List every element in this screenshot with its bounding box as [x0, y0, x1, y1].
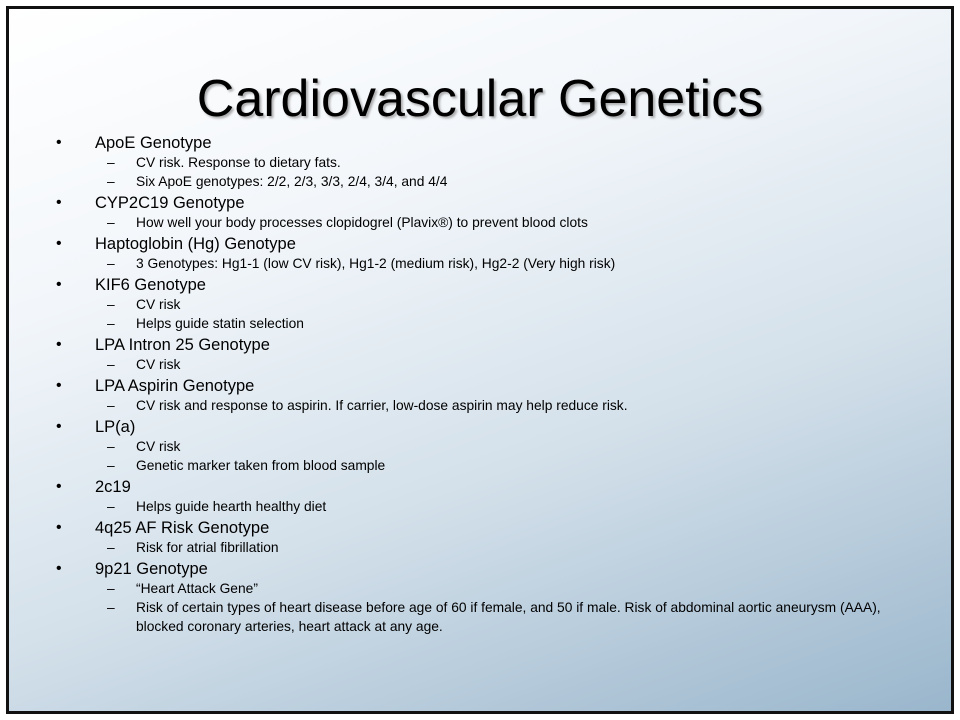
item-label: LP(a) — [95, 418, 136, 436]
sub-item — [9, 314, 951, 333]
list-item — [9, 133, 951, 191]
list-item — [9, 417, 951, 475]
item-label: 4q25 AF Risk Genotype — [95, 519, 270, 537]
item-label: ApoE Genotype — [95, 134, 212, 152]
sub-item — [9, 172, 951, 191]
item-label: LPA Aspirin Genotype — [95, 377, 255, 395]
sub-item-label: CV risk. Response to dietary fats. — [136, 155, 341, 170]
item-label: 2c19 — [95, 478, 131, 496]
bullet-icon: • — [56, 478, 62, 495]
item-label: Haptoglobin (Hg) Genotype — [95, 235, 296, 253]
list-item — [9, 376, 951, 415]
sub-item — [9, 598, 951, 636]
sub-item-label: Helps guide statin selection — [136, 316, 304, 331]
dash-icon: – — [107, 458, 115, 473]
list-item — [9, 559, 951, 636]
sub-item — [9, 456, 951, 475]
sub-item — [9, 213, 951, 232]
sub-item-label: CV risk and response to aspirin. If carrier, low-dose aspirin may help reduce risk. — [136, 398, 628, 413]
dash-icon: – — [107, 581, 115, 596]
sub-item-label: “Heart Attack Gene” — [136, 581, 258, 596]
bullet-icon: • — [56, 235, 62, 252]
bullet-list — [9, 131, 951, 636]
dash-icon: – — [107, 357, 115, 372]
dash-icon: – — [107, 215, 115, 230]
list-item — [9, 518, 951, 557]
sub-item — [9, 153, 951, 172]
sub-item-label: Risk for atrial fibrillation — [136, 540, 279, 555]
dash-icon: – — [107, 297, 115, 312]
sub-item-label: CV risk — [136, 357, 181, 372]
dash-icon: – — [107, 155, 115, 170]
bullet-icon: • — [56, 194, 62, 211]
list-item — [9, 275, 951, 333]
bullet-icon: • — [56, 418, 62, 435]
sub-item — [9, 579, 951, 598]
list-item — [9, 477, 951, 516]
sub-item-label: CV risk — [136, 297, 181, 312]
sub-item-label: How well your body processes clopidogrel (Plavix®) to prevent blood clots — [136, 215, 588, 230]
sub-item-label: Genetic marker taken from blood sample — [136, 458, 386, 473]
sub-item — [9, 497, 951, 516]
dash-icon: – — [107, 256, 115, 271]
list-item — [9, 335, 951, 374]
dash-icon: – — [107, 316, 115, 331]
list-item — [9, 193, 951, 232]
dash-icon: – — [107, 398, 115, 413]
sub-item — [9, 437, 951, 456]
bullet-icon: • — [56, 519, 62, 536]
bullet-icon: • — [56, 560, 62, 577]
sub-item — [9, 538, 951, 557]
slide — [6, 6, 954, 714]
dash-icon: – — [107, 600, 115, 615]
sub-item-label: CV risk — [136, 439, 181, 454]
sub-item — [9, 355, 951, 374]
item-label: CYP2C19 Genotype — [95, 194, 245, 212]
sub-item-label: Helps guide hearth healthy diet — [136, 499, 327, 514]
bullet-icon: • — [56, 336, 62, 353]
dash-icon: – — [107, 174, 115, 189]
bullet-icon: • — [56, 134, 62, 151]
item-label: 9p21 Genotype — [95, 560, 208, 578]
item-label: KIF6 Genotype — [95, 276, 206, 294]
dash-icon: – — [107, 439, 115, 454]
bullet-icon: • — [56, 276, 62, 293]
sub-item-label: 3 Genotypes: Hg1-1 (low CV risk), Hg1-2 (medium risk), Hg2-2 (Very high risk) — [136, 256, 616, 271]
slide-title: Cardiovascular Genetics — [196, 70, 764, 128]
sub-item-label: Risk of certain types of heart disease before age of 60 if female, and 50 if male. Risk of abdominal aortic aneurysm (AAA), blocked coronary arteries, heart attack at any age. — [136, 600, 881, 634]
list-item — [9, 234, 951, 273]
sub-item — [9, 295, 951, 314]
bullet-icon: • — [56, 377, 62, 394]
sub-item — [9, 254, 951, 273]
item-label: LPA Intron 25 Genotype — [95, 336, 270, 354]
sub-item — [9, 396, 951, 415]
dash-icon: – — [107, 540, 115, 555]
dash-icon: – — [107, 499, 115, 514]
sub-item-label: Six ApoE genotypes: 2/2, 2/3, 3/3, 2/4, 3/4, and 4/4 — [136, 174, 448, 189]
